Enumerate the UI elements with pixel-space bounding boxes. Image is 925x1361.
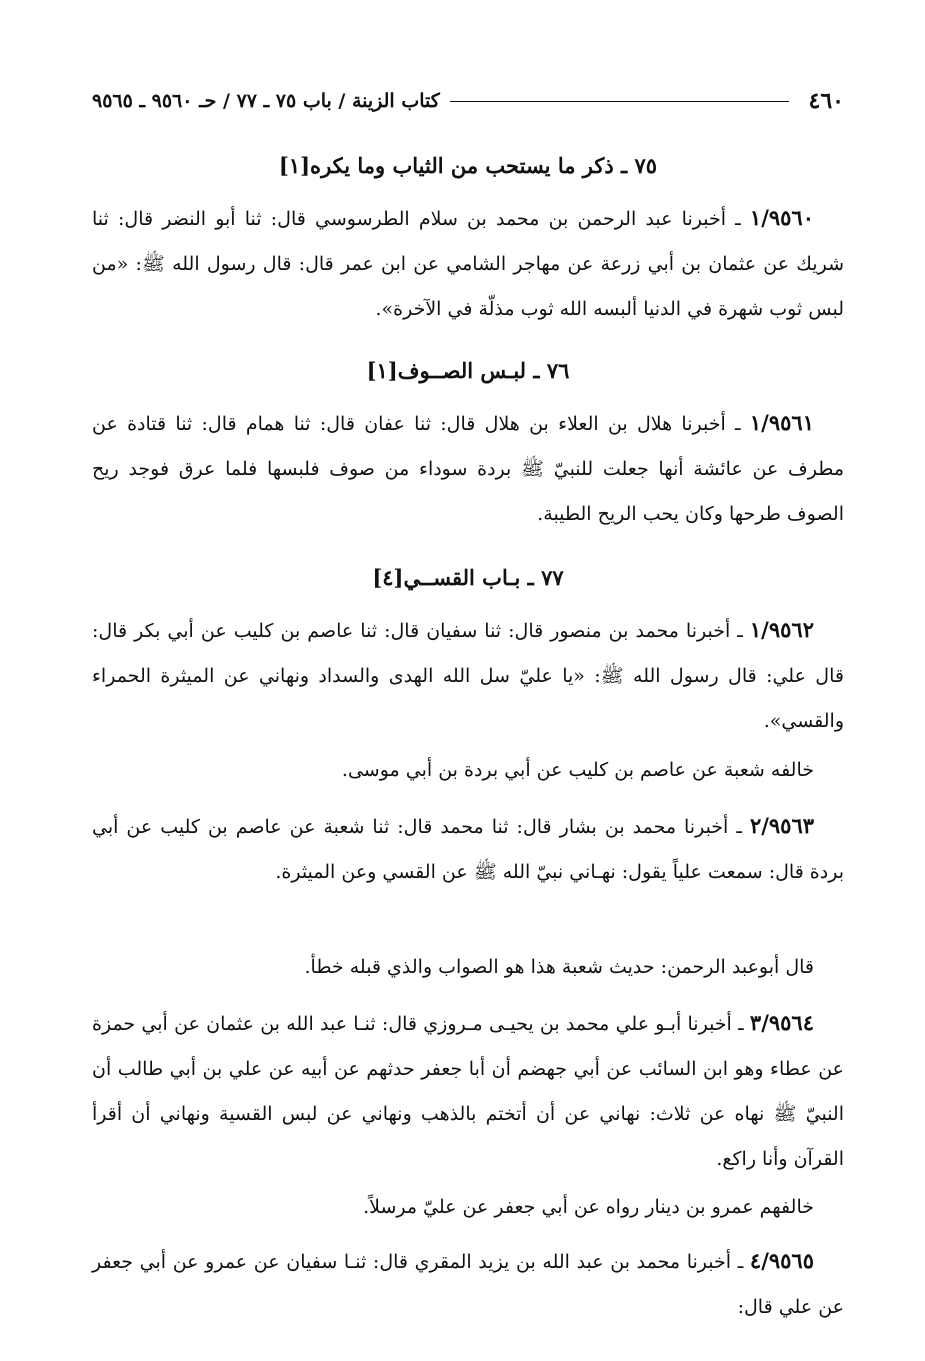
- hadith-number: ١/٩٥٦١: [749, 410, 814, 435]
- hadith-note: خالفه شعبة عن عاصم بن كليب عن أبي بردة بن أبي موسى.: [341, 759, 814, 781]
- hadith-text: ـ أخبرنا محمد بن بشار قال: ثنا محمد قال: ثنا شعبة عن عاصم بن كليب عن أبي بردة قال: سمعت علياً يقول: نهـاني نبيّ الله ﷺ عن القسي وعن الميثرة.: [92, 816, 844, 883]
- hadith-note: قال أبوعبد الرحمن: حديث شعبة هذا هو الصواب والذي قبله خطأ.: [304, 956, 814, 978]
- hadith-note: خالفهم عمرو بن دينار رواه عن أبي جعفر عن عليّ مرسلاً.: [363, 1196, 814, 1218]
- hadith-9560: [92, 195, 844, 332]
- hadith-text: ـ أخبرنا محمد بن عبد الله بن يزيد المقري قال: ثنـا سفيان عن عمرو عن أبي جعفر عن علي قال:: [92, 1251, 844, 1318]
- hadith-text: ـ أخبرنا محمد بن منصور قال: ثنا سفيان قال: ثنا عاصم بن كليب عن أبي بكر قال: قال علي: قال رسول الله ﷺ: «يا عليّ سل الله الهدى والسداد ونهاني عن الميثرة الحمراء والقسي».: [92, 620, 844, 732]
- hadith-number: ١/٩٥٦٢: [749, 617, 814, 642]
- hadith-number: ١/٩٥٦٠: [749, 205, 814, 230]
- hadith-text: ـ أخبرنا عبد الرحمن بن محمد بن سلام الطرسوسي قال: ثنا أبو النضر قال: ثنا شريك عن عثمان بن أبي زرعة عن مهاجر الشامي عن ابن عمر قال: قال رسول الله ﷺ: «من لبس ثوب شهرة في الدنيا ألبسه الله ثوب مذلّة في الآخرة».: [92, 208, 844, 320]
- page-number: ٤٦٠: [808, 88, 844, 114]
- hadith-9562: [92, 607, 844, 744]
- section-heading-77: ٧٧ ـ بـاب القســي[٤]: [372, 565, 564, 590]
- hadith-number: ٢/٩٥٦٣: [749, 813, 815, 838]
- hadith-text: ـ أخبرنا أبـو علي محمد بن يحيـى مـروزي قال: ثنـا عبد الله بن عثمان عن أبي حمزة عن عطاء وهو ابن السائب عن أبي جهضم أن أبا جعفر حدثهم عن أبيه عن علي بن أبي طالب أن النبيّ ﷺ نهاه عن ثلاث: نهاني عن أن أتختم بالذهب ونهاني عن لبس القسية ونهاني أن أقرأ القرآن وأنا راكع.: [92, 1013, 844, 1170]
- hadith-9563: [92, 803, 844, 895]
- running-header: [92, 86, 844, 116]
- hadith-9565: [92, 1238, 844, 1330]
- section-heading-75: ٧٥ ـ ذكر ما يستحب من الثياب وما يكره[١]: [278, 153, 658, 178]
- running-title: كتاب الزينة / باب ٧٥ ـ ٧٧ / حـ ٩٥٦٠ ـ ٩٥٦٥: [92, 90, 440, 112]
- hadith-9561: [92, 400, 844, 537]
- hadith-number: ٣/٩٥٦٤: [749, 1010, 814, 1035]
- section-heading-76: ٧٦ ـ لبـس الصــوف[١]: [366, 358, 570, 383]
- hadith-9564: [92, 1000, 844, 1182]
- hadith-number: ٤/٩٥٦٥: [749, 1248, 814, 1273]
- hadith-text: ـ أخبرنا هلال بن العلاء بن هلال قال: ثنا عفان قال: ثنا همام قال: ثنا قتادة عن مطرف عن عائشة أنها جعلت للنبيّ ﷺ بردة سوداء من صوف فلبسها فلما عرق فوجد ريح الصوف طرحها وكان يحب الريح الطيبة.: [92, 413, 844, 525]
- header-rule: [450, 101, 789, 102]
